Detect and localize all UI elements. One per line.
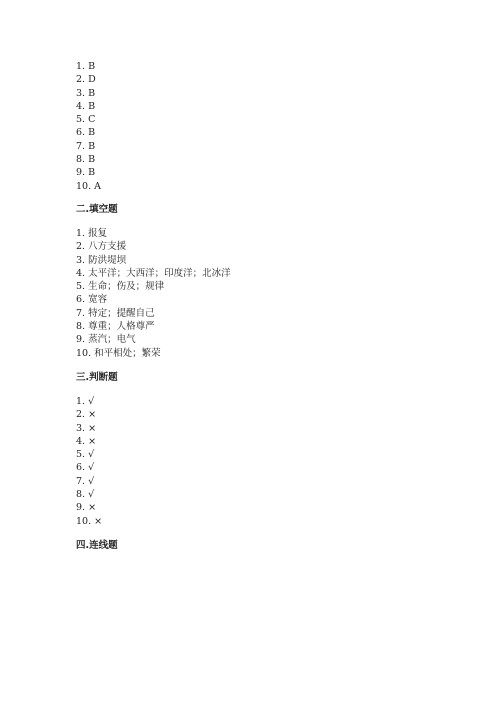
answer-value: × bbox=[88, 502, 97, 514]
answer-item bbox=[76, 73, 101, 86]
answer-number: 4. bbox=[76, 267, 86, 279]
answer-number: 1. bbox=[76, 61, 86, 72]
answer-item bbox=[76, 333, 231, 346]
answer-value: 八方支援 bbox=[88, 241, 127, 253]
answer-value: 报复 bbox=[88, 228, 108, 239]
answer-number: 5. bbox=[76, 449, 86, 461]
answer-number: 8. bbox=[76, 321, 86, 333]
answer-number: 6. bbox=[76, 462, 86, 474]
answer-number: 7. bbox=[76, 307, 86, 319]
answer-value: 和平相处；繁荣 bbox=[94, 347, 161, 359]
answer-value: √ bbox=[88, 489, 95, 501]
answer-value: B bbox=[88, 100, 96, 112]
answer-number: 7. bbox=[76, 140, 86, 152]
answer-item bbox=[76, 254, 231, 267]
answer-value: C bbox=[88, 114, 96, 126]
answer-number: 2. bbox=[76, 241, 86, 253]
answer-item bbox=[76, 422, 102, 435]
answer-item bbox=[76, 60, 101, 73]
answer-value: B bbox=[88, 61, 96, 72]
answer-number: 4. bbox=[76, 435, 86, 447]
answer-number: 7. bbox=[76, 475, 86, 487]
answer-item bbox=[76, 515, 102, 528]
answer-item bbox=[76, 153, 101, 166]
answer-value: A bbox=[94, 180, 102, 192]
answer-number: 1. bbox=[76, 396, 86, 407]
answer-value: D bbox=[88, 74, 96, 86]
answer-item bbox=[76, 180, 101, 193]
answer-number: 5. bbox=[76, 114, 86, 126]
answer-value: × bbox=[88, 422, 97, 434]
answer-item bbox=[76, 320, 231, 333]
answer-value: × bbox=[88, 409, 97, 421]
answer-number: 10. bbox=[76, 347, 92, 359]
answer-number: 6. bbox=[76, 127, 86, 139]
answer-number: 4. bbox=[76, 100, 86, 112]
answer-number: 6. bbox=[76, 294, 86, 306]
answer-value: 生命；伤及；规律 bbox=[88, 281, 165, 293]
answer-value: 特定；提醒自己 bbox=[88, 307, 155, 319]
answer-number: 2. bbox=[76, 74, 86, 86]
answer-item bbox=[76, 166, 101, 179]
answer-item bbox=[76, 240, 231, 253]
answer-item bbox=[76, 126, 101, 139]
answer-item bbox=[76, 293, 231, 306]
answer-value: 宽容 bbox=[88, 294, 108, 306]
answer-item bbox=[76, 227, 231, 240]
answer-number: 9. bbox=[76, 334, 86, 346]
matching-heading: 四.连线题 bbox=[76, 540, 118, 551]
answer-item bbox=[76, 461, 102, 474]
answer-number: 3. bbox=[76, 254, 86, 266]
answer-item bbox=[76, 501, 102, 514]
answer-value: B bbox=[88, 154, 96, 166]
answer-item bbox=[76, 475, 102, 488]
answer-item bbox=[76, 87, 101, 100]
answer-number: 1. bbox=[76, 228, 86, 239]
fill-in-blank-answers bbox=[76, 227, 231, 360]
answer-value: √ bbox=[88, 449, 95, 461]
answer-value: B bbox=[88, 87, 96, 99]
answer-item bbox=[76, 113, 101, 126]
answer-value: √ bbox=[88, 475, 95, 487]
answer-item bbox=[76, 347, 231, 360]
fill-in-blank-heading: 二.填空题 bbox=[76, 204, 118, 215]
answer-number: 9. bbox=[76, 167, 86, 179]
answer-number: 3. bbox=[76, 87, 86, 99]
true-false-answers bbox=[76, 395, 102, 528]
answer-item bbox=[76, 267, 231, 280]
answer-number: 10. bbox=[76, 515, 92, 527]
answer-value: 蒸汽；电气 bbox=[88, 334, 136, 346]
answer-item bbox=[76, 395, 102, 408]
answer-item bbox=[76, 307, 231, 320]
answer-item bbox=[76, 280, 231, 293]
answer-number: 8. bbox=[76, 489, 86, 501]
answer-value: × bbox=[88, 435, 97, 447]
answer-number: 8. bbox=[76, 154, 86, 166]
answer-number: 3. bbox=[76, 422, 86, 434]
answer-item bbox=[76, 408, 102, 421]
answer-item bbox=[76, 448, 102, 461]
answer-item bbox=[76, 100, 101, 113]
answer-value: √ bbox=[88, 462, 95, 474]
answer-value: 太平洋；大西洋；印度洋；北冰洋 bbox=[88, 267, 231, 279]
answer-number: 5. bbox=[76, 281, 86, 293]
answer-number: 9. bbox=[76, 502, 86, 514]
answer-item bbox=[76, 140, 101, 153]
answer-value: √ bbox=[88, 396, 95, 407]
answer-value: 尊重；人格尊严 bbox=[88, 321, 155, 333]
answer-item bbox=[76, 488, 102, 501]
answer-value: 防洪堤坝 bbox=[88, 254, 127, 266]
true-false-heading: 三.判断题 bbox=[76, 372, 118, 383]
multiple-choice-answers bbox=[76, 60, 101, 193]
answer-value: B bbox=[88, 127, 96, 139]
answer-number: 2. bbox=[76, 409, 86, 421]
answer-value: B bbox=[88, 140, 96, 152]
answer-value: B bbox=[88, 167, 96, 179]
answer-item bbox=[76, 435, 102, 448]
answer-value: × bbox=[94, 515, 103, 527]
answer-number: 10. bbox=[76, 180, 92, 192]
